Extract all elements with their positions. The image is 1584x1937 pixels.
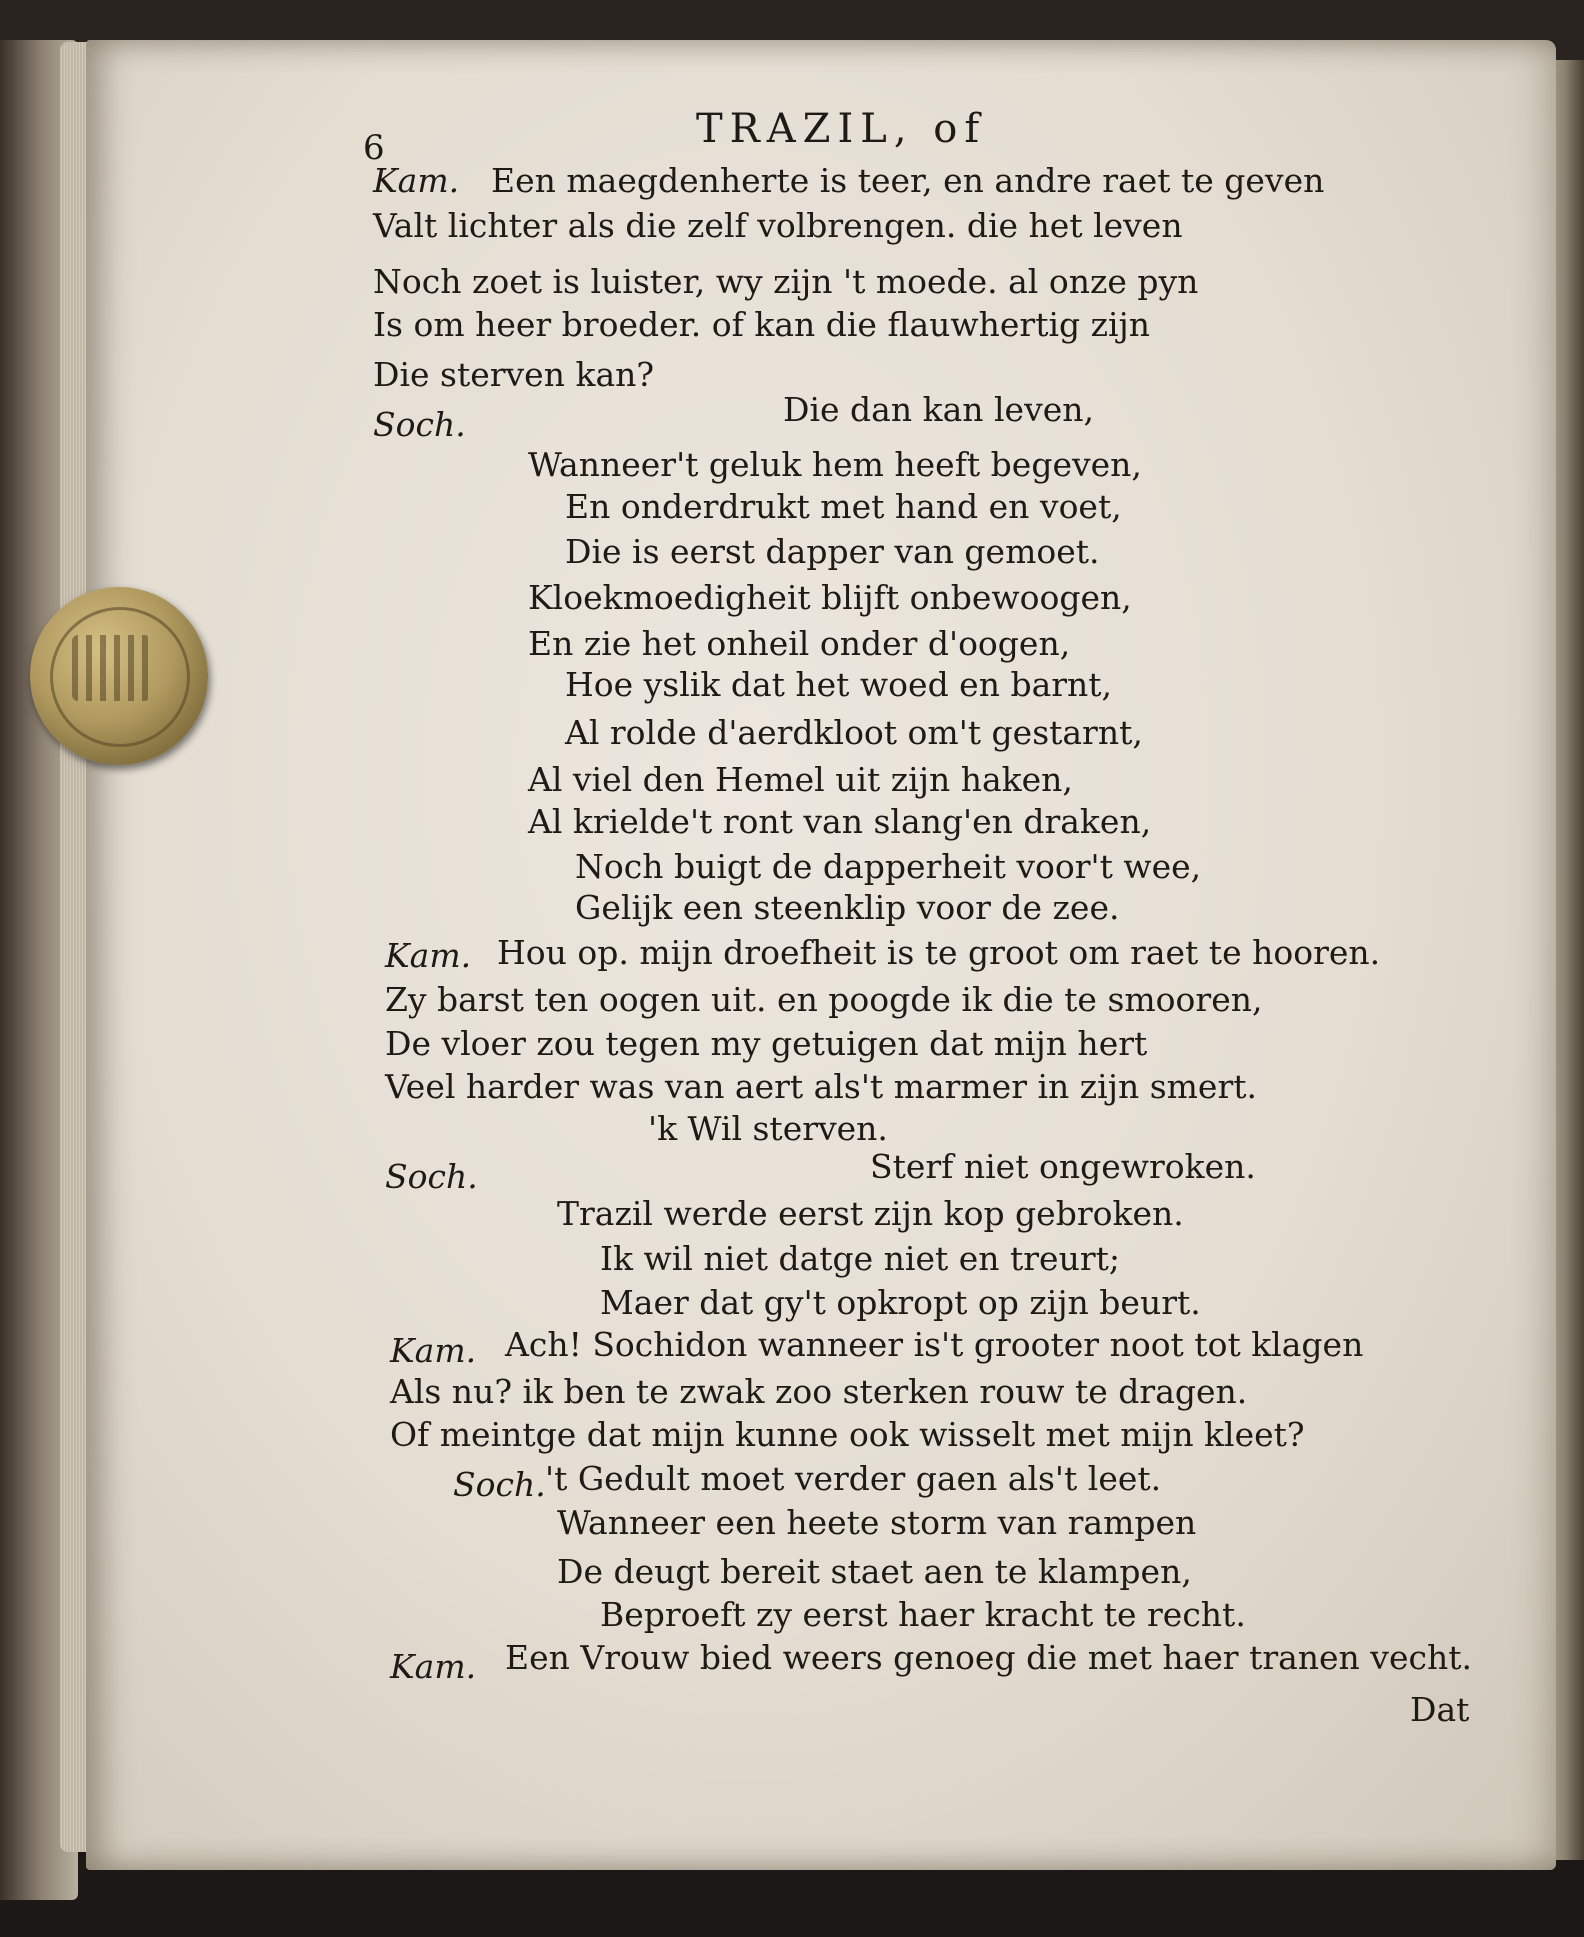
verse-line: Kloekmoedigheit blijft onbewoogen, — [528, 578, 1132, 617]
verse-line: Al rolde d'aerdkloot om't gestarnt, — [565, 713, 1143, 752]
verse-line: Maer dat gy't opkropt op zijn beurt. — [600, 1283, 1201, 1322]
verse-line: En zie het onheil onder d'oogen, — [528, 624, 1071, 663]
coin-scale-reference — [30, 587, 208, 765]
verse-line: Wanneer een heete storm van rampen — [557, 1503, 1197, 1542]
verse-line: Die sterven kan? — [373, 355, 655, 394]
verse-line: Wanneer't geluk hem heeft begeven, — [528, 445, 1142, 484]
verse-line: Noch zoet is luister, wy zijn 't moede. al onze pyn — [373, 262, 1199, 301]
verse-line: Hou op. mijn droefheit is te groot om raet te hooren. — [497, 933, 1381, 972]
verse-line: Die dan kan leven, — [783, 390, 1094, 429]
running-head: TRAZIL, of — [696, 106, 987, 152]
speaker-label: Kam. — [385, 936, 472, 975]
speaker-label: Kam. — [373, 161, 460, 200]
verse-line: Al krielde't ront van slang'en draken, — [528, 802, 1152, 841]
speaker-label: Kam. — [390, 1331, 477, 1370]
verse-line: Ik wil niet datge niet en treurt; — [600, 1239, 1120, 1278]
coin-pillars-motif — [72, 635, 150, 701]
verse-line: Een Vrouw bied weers genoeg die met haer tranen vecht. — [505, 1638, 1472, 1677]
verse-line: Als nu? ik ben te zwak zoo sterken rouw te dragen. — [390, 1372, 1248, 1411]
verse-line: Sterf niet ongewroken. — [870, 1147, 1256, 1186]
verse-line: De vloer zou tegen my getuigen dat mijn hert — [385, 1024, 1148, 1063]
verse-line: Noch buigt de dapperheit voor't wee, — [575, 847, 1202, 886]
verse-line: Zy barst ten oogen uit. en poogde ik die te smooren, — [385, 980, 1263, 1019]
speaker-label: Soch. — [373, 405, 466, 444]
verse-line: Trazil werde eerst zijn kop gebroken. — [557, 1194, 1184, 1233]
catchword: Dat — [1410, 1690, 1470, 1729]
verse-line: Beproeft zy eerst haer kracht te recht. — [600, 1595, 1246, 1634]
verse-line: Ach! Sochidon wanneer is't grooter noot tot klagen — [505, 1325, 1364, 1364]
verse-line: Al viel den Hemel uit zijn haken, — [528, 760, 1073, 799]
verse-line: Die is eerst dapper van gemoet. — [565, 532, 1100, 571]
speaker-label: Kam. — [390, 1647, 477, 1686]
verse-line: Valt lichter als die zelf volbrengen. die het leven — [373, 206, 1183, 245]
verse-line: Een maegdenherte is teer, en andre raet te geven — [491, 161, 1325, 200]
verse-line: 'k Wil sterven. — [648, 1109, 888, 1148]
verse-line: Of meintge dat mijn kunne ook wisselt met mijn kleet? — [390, 1415, 1305, 1454]
verse-line: En onderdrukt met hand en voet, — [565, 487, 1122, 526]
verse-line: De deugt bereit staet aen te klampen, — [557, 1552, 1192, 1591]
speaker-label: Soch. — [385, 1157, 478, 1196]
verse-line: Is om heer broeder. of kan die flauwhertig zijn — [373, 305, 1151, 344]
verse-line: Gelijk een steenklip voor de zee. — [575, 888, 1120, 927]
verse-line: 't Gedult moet verder gaen als't leet. — [545, 1459, 1162, 1498]
page-number: 6 — [363, 128, 385, 168]
verse-line: Hoe yslik dat het woed en barnt, — [565, 665, 1113, 704]
verse-line: Veel harder was van aert als't marmer in zijn smert. — [385, 1067, 1257, 1106]
speaker-label: Soch. — [453, 1465, 546, 1504]
